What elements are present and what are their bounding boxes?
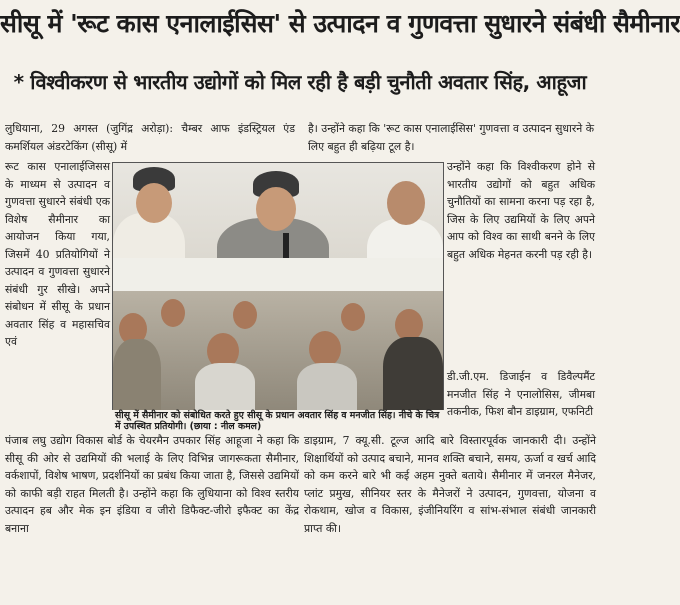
- audience-head: [161, 299, 185, 327]
- news-photo: [112, 162, 444, 412]
- head-table: [113, 258, 443, 291]
- audience-head: [233, 301, 257, 329]
- audience-body: [195, 363, 255, 411]
- article-right-bottom: डी.जी.एम. डिजाईन व डिवैल्पमैंट मनजीत सिंह ने एनालोसिस, जीमबा तकनीक, फिश बौन डाइग्राम, एफनिटी: [447, 370, 595, 418]
- article-right-narrow: उन्होंने कहा कि विश्वीकरण होने से भारतीय उद्योगों को बहुत अधिक चुनौतियों का सामना करना पड़ रहा है, जिस के लिए उद्यमियों के लिए अपने आप को विश्व का साथी बनने के लिए बहुत अधिक मेहनत करनी पड़ रही है।: [447, 160, 595, 261]
- audience-body: [383, 337, 443, 411]
- speaker-right-head: [387, 181, 425, 225]
- subheadline: * विश्वीकरण से भारतीय उद्योगों को मिल रही है बड़ी चुनौती अवतार सिंह, आहूजा: [13, 70, 587, 94]
- article-right-top: है। उन्होंने कहा कि 'रूट कास एनालाईसिस' गुणवत्ता व उत्पादन सुधारने के लिए बहुत ही बढ़िया टूल है।: [308, 122, 594, 153]
- audience-head: [309, 331, 341, 367]
- photo-speakers: [113, 163, 443, 291]
- speaker-center-head: [256, 187, 296, 231]
- headline: सीसू में 'रूट कास एनालाईसिस' से उत्पादन व गुणवत्ता सुधारने संबंधी सैमीनार: [0, 9, 680, 38]
- audience-body: [113, 339, 161, 411]
- article-right-lower: डाइग्राम, 7 क्यू.सी. टूल्ज आदि बारे विस्तारपूर्वक जानकारी दी। उन्होंने शिक्षार्थियों को उत्पाद बचाने, मानव शक्ति बचाने, समय, ऊर्जा व खर्च आदि को कम करने बारे भी कई अहम नुक्ते बताये। सैमीनार में जनरल मैनेजर, प्लांट प्रमुख, सीनियर स्तर के मैनेजरों ने उत्पादन, गुणवत्ता, योजना व रोकथाम, खोज व विकास, इंजीनियरिंग व सांभ-संभाल संबंधी जानकारी प्राप्त की।: [304, 434, 596, 535]
- speaker-left-head: [136, 183, 172, 223]
- audience-body: [297, 363, 357, 411]
- photo-audience: [113, 291, 443, 411]
- photo-caption: सीसू में सैमीनार को संबोधित करते हुए सीसू के प्रधान अवतार सिंह व मनजीत सिंह। नीचे के चित्र में उपस्थित प्रतियोगी। (छाया : नील कमल): [112, 410, 445, 432]
- article-left-top: लुधियाना, 29 अगस्त (जुगिंद्र अरोड़ा): चैम्बर आफ इंडस्ट्रियल एंड कमर्शियल अंडरटेकिंग (सीसू) में: [5, 122, 295, 153]
- audience-head: [341, 303, 365, 331]
- article-left-bottom: पंजाब लघु उद्योग विकास बोर्ड के चेयरमैन उपकार सिंह आहूजा ने कहा कि सीसू की ओर से उद्यमियों की भलाई के लिए विभिन्न जागरूकता सैमीनार, वर्कशापों, विशेष भाषण, प्रदर्शनियों का प्रबंध किया जाता है, जिससे उद्यमियों को काफी बड़ी राहत मिलती है। उन्होंने कहा कि लुधियाना को विश्व स्तरीय उत्पादन हब और मेक इन इंडिया व जीरो डिफैक्ट-जीरो इफैक्ट का केंद्र बनाना: [5, 434, 299, 535]
- article-left-narrow: रूट कास एनालाईजिसस के माध्यम से उत्पादन व गुणवत्ता सुधारने संबंधी एक विशेष सैमीनार का आयोजन किया गया, जिसमें 40 प्रतियोगियों ने उत्पादन व गुणवत्ता सुधारने संबंधी गुर सीखे। अपने संबोधन में सीसू के प्रधान अवतार सिंह व महासचिव एवं: [5, 160, 110, 348]
